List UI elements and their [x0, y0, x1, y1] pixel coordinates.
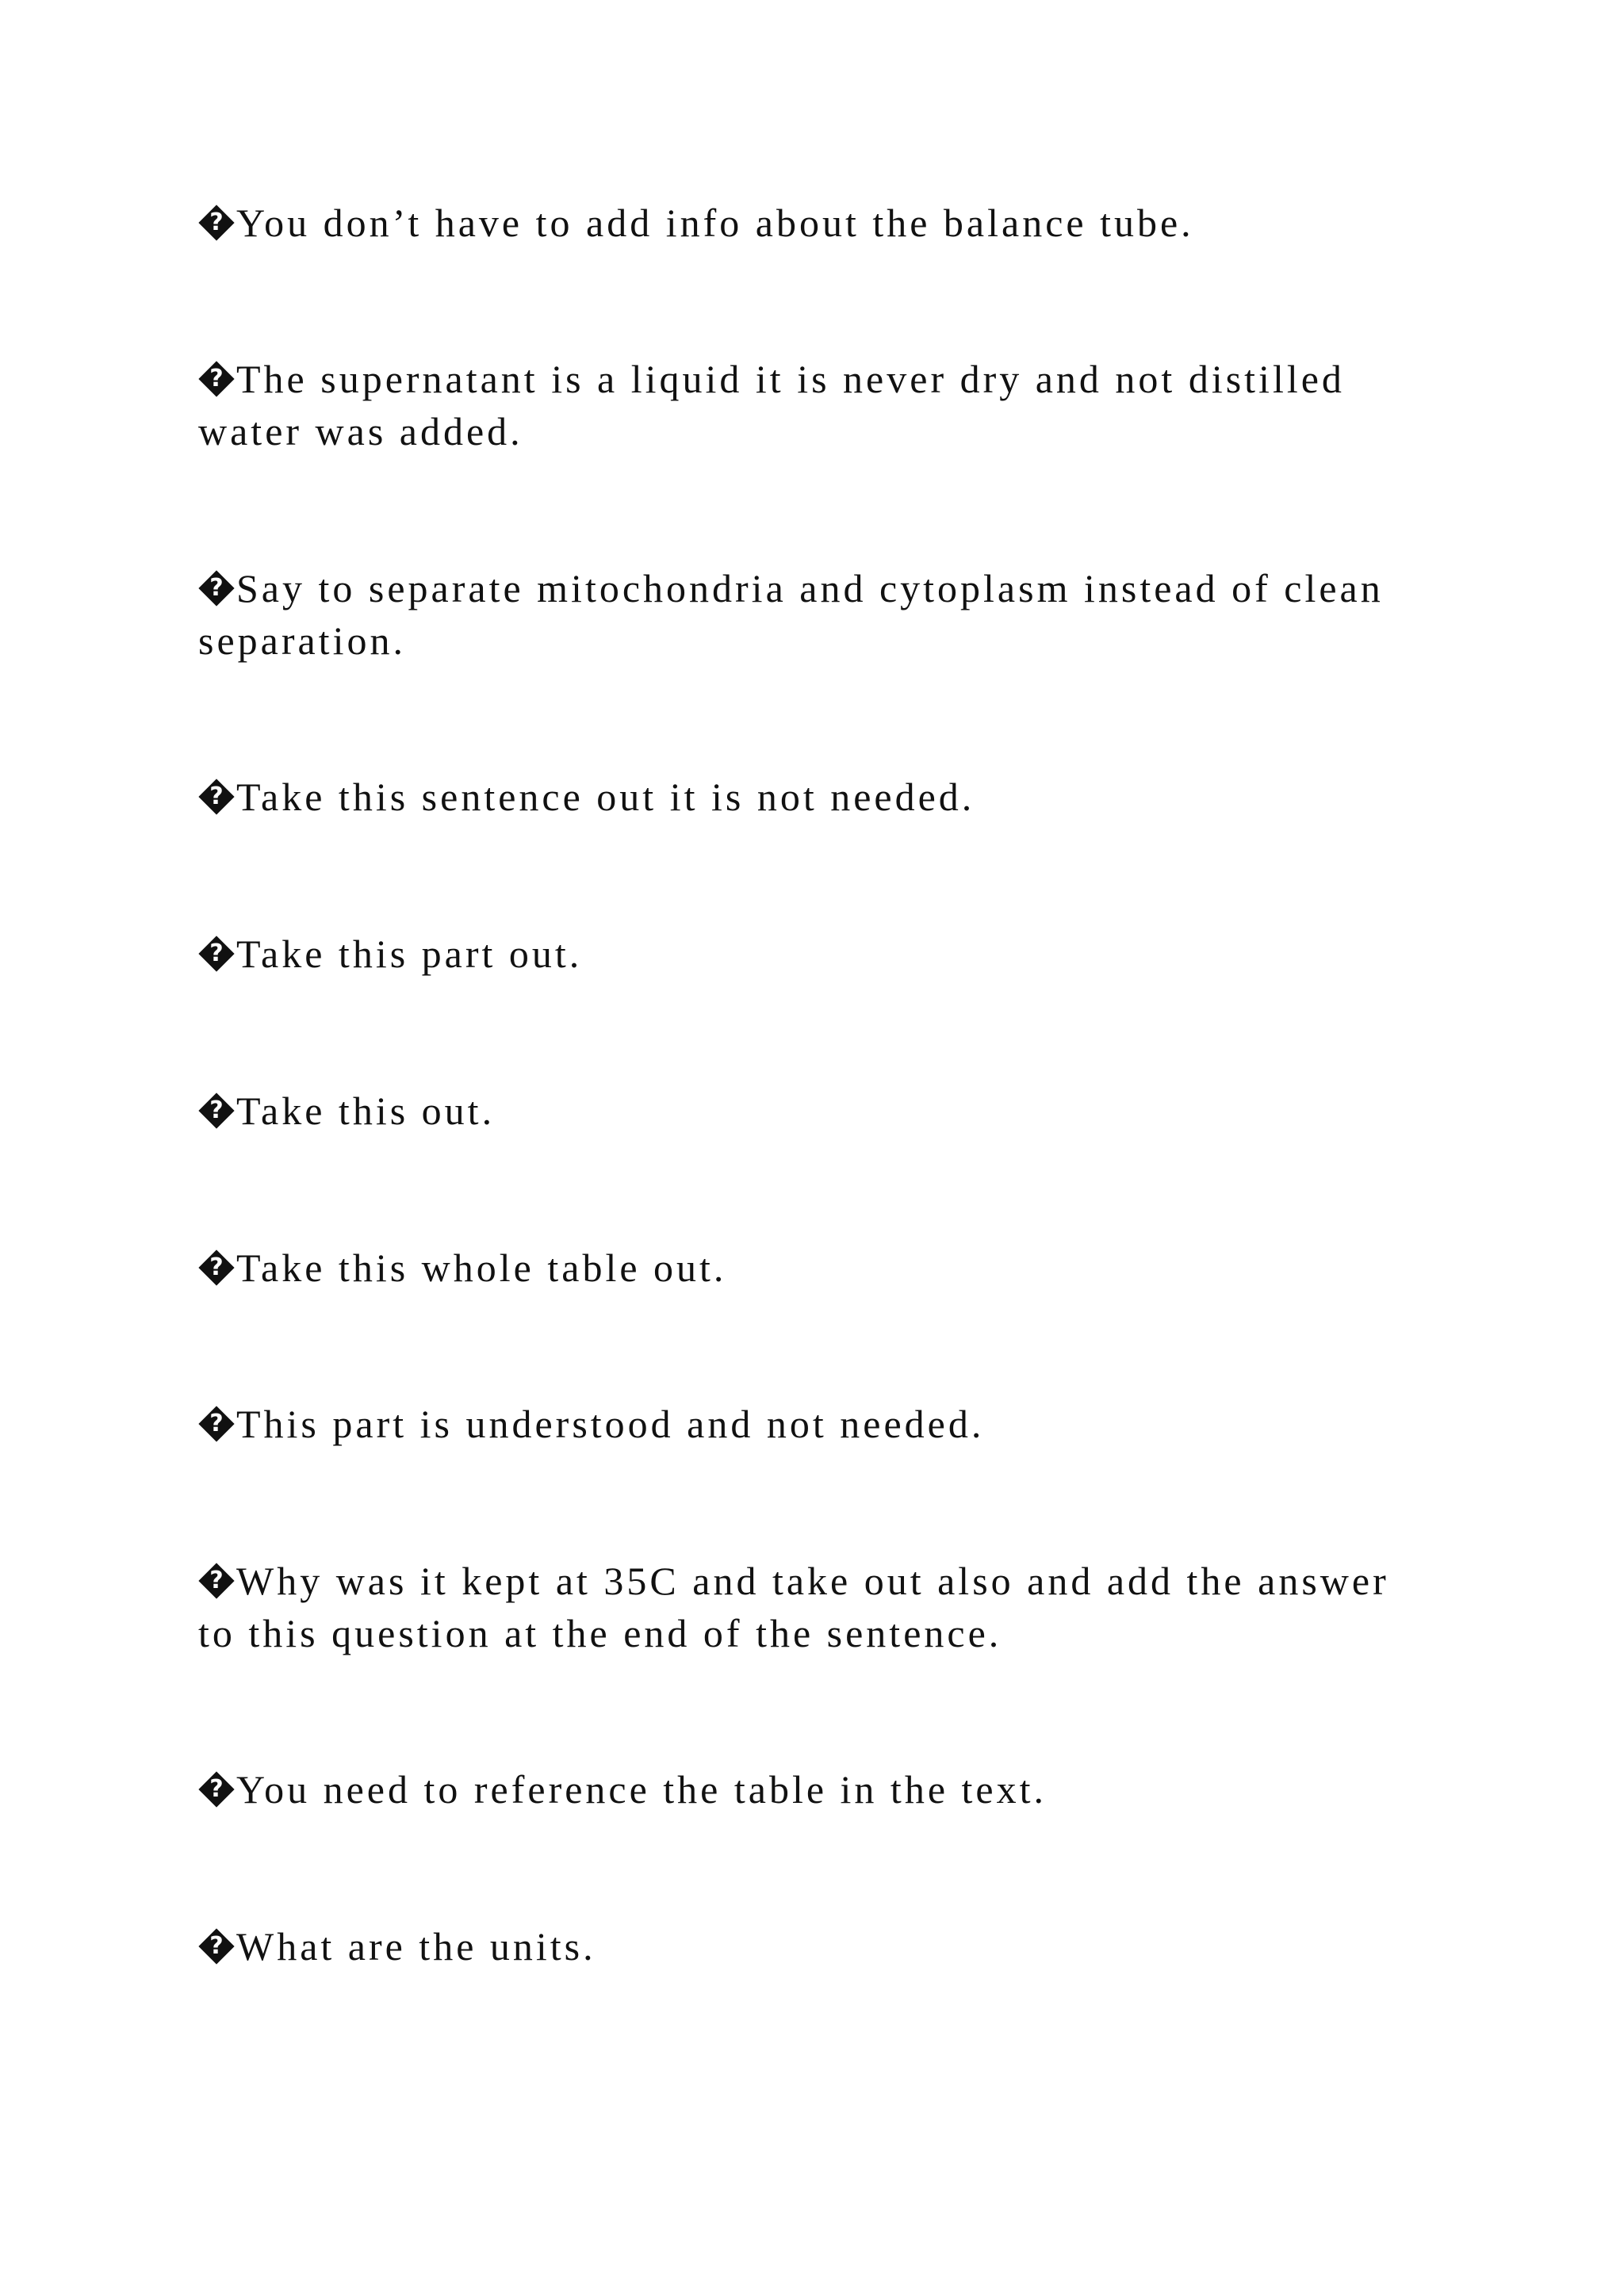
comment-text: Take this out. [236, 1089, 496, 1133]
unknown-character-icon: ? [198, 1249, 235, 1286]
unknown-character-icon: ? [198, 205, 235, 241]
comment-item [198, 1398, 1435, 1450]
comment-text: Take this part out. [236, 932, 583, 976]
unknown-character-icon: ? [198, 361, 235, 397]
comment-item [198, 1763, 1435, 1816]
comment-text: What are the units. [236, 1924, 596, 1969]
unknown-character-icon: ? [198, 1928, 235, 1965]
comment-item [198, 928, 1435, 980]
comment-text: The supernatant is a liquid it is never dry and not distilled water was added. [198, 357, 1345, 453]
comment-item [198, 1085, 1435, 1137]
comment-item [198, 1555, 1435, 1659]
unknown-character-icon: ? [198, 570, 235, 607]
unknown-character-icon: ? [198, 1771, 235, 1808]
comment-text: You need to reference the table in the text. [236, 1767, 1047, 1812]
unknown-character-icon: ? [198, 779, 235, 815]
comment-item [198, 771, 1435, 823]
comment-text: Take this whole table out. [236, 1246, 727, 1290]
comment-text: Why was it kept at 35C and take out also and add the answer to this question at the end of the sentence. [198, 1559, 1389, 1655]
unknown-character-icon: ? [198, 1093, 235, 1129]
unknown-character-icon: ? [198, 1563, 235, 1599]
comment-item [198, 1242, 1435, 1294]
unknown-character-icon: ? [198, 936, 235, 972]
comment-text: Take this sentence out it is not needed. [236, 775, 975, 819]
comment-text: Say to separate mitochondria and cytoplasm instead of clean separation. [198, 566, 1384, 663]
comment-item [198, 197, 1435, 249]
comment-item [198, 353, 1435, 457]
comment-item [198, 1920, 1435, 1973]
comment-item [198, 562, 1435, 667]
unknown-character-icon: ? [198, 1406, 235, 1442]
comment-text: You don’t have to add info about the balance tube. [236, 201, 1194, 245]
comment-text: This part is understood and not needed. [236, 1402, 985, 1446]
